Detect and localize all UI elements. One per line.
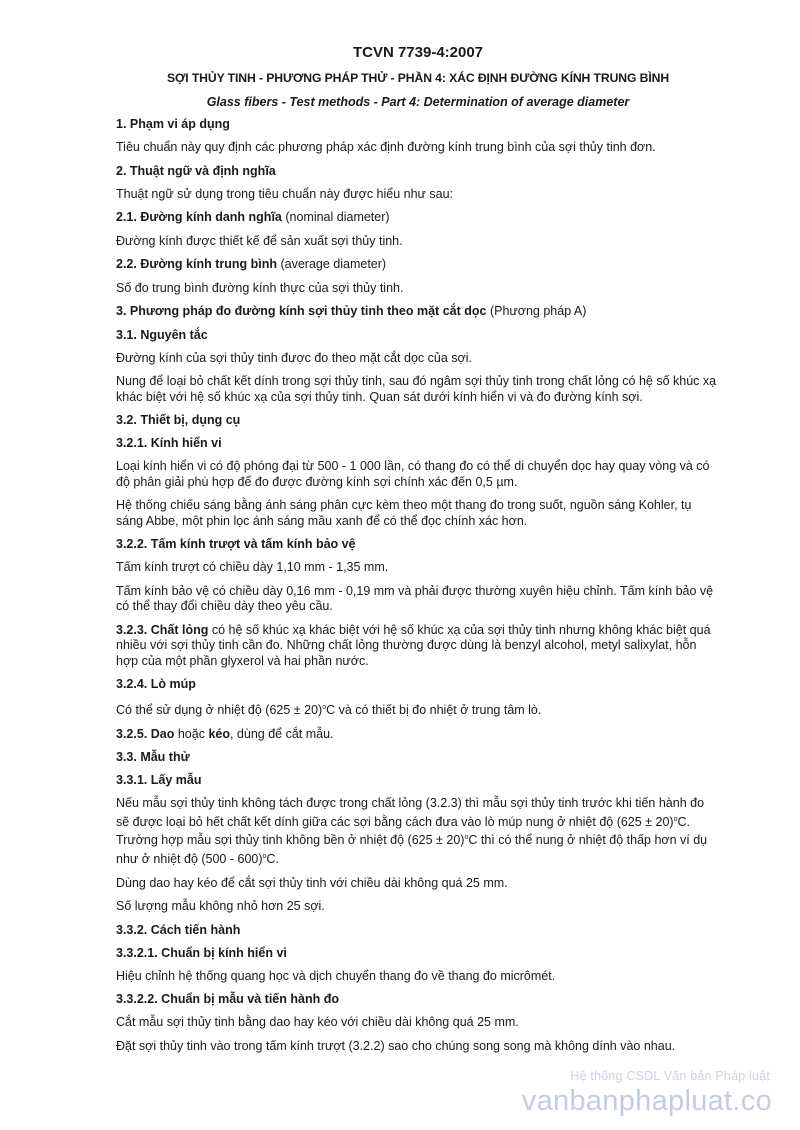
section-2-heading: 2. Thuật ngữ và định nghĩa — [116, 163, 276, 178]
term-2-2-english: (average diameter) — [277, 257, 387, 271]
section-3-3-2-2-para-2: Đặt sợi thủy tinh vào trong tấm kính trượt (3.2.2) sao cho chúng song song mà không dính vào nhau. — [116, 1038, 676, 1053]
section-3-2-heading: 3.2. Thiết bị, dụng cụ — [116, 413, 241, 427]
section-3-2-4-heading: 3.2.4. Lò múp — [116, 677, 196, 691]
sampling-text-d: C. — [266, 852, 279, 867]
section-3-2-5-text: , dùng để cắt mẫu. — [229, 726, 334, 741]
section-3-2-3-text: có hệ số khúc xạ khác biệt với hệ số khúc xạ của sợi thủy tinh nhưng không khác biệt quá nhiều với sợi thủy tinh cần đo. Những chất lỏng thường được dùng là benzyl alcohol, metyl salixylat, hỗn hợp của một phần glyxerol và hai phần nước. — [116, 622, 711, 668]
term-2-1-label: 2.1. Đường kính danh nghĩa — [116, 210, 282, 224]
section-3-heading-method: (Phương pháp A) — [486, 304, 587, 318]
section-3-2-2-para-2: Tấm kính bảo vệ có chiều dày 0,16 mm - 0,19 mm và phải được thường xuyên hiệu chỉnh. Tấm kính bảo vệ có thể thay đổi chiều dày theo yêu cầu. — [116, 583, 714, 613]
section-3-3-heading: 3.3. Mẫu thử — [116, 750, 190, 765]
degree-symbol: o — [262, 852, 267, 860]
section-3-3-2-heading: 3.3.2. Cách tiến hành — [116, 922, 241, 937]
section-3-1-para-2: Nung để loại bỏ chất kết dính trong sợi thủy tinh, sau đó ngâm sợi thủy tinh trong chất lỏng có hệ số khúc xạ khác biệt với hệ số khúc xạ của sợi thủy tinh. Quan sát dưới kính hiển vi và đo đường kính sợi. — [116, 374, 717, 404]
section-1-text: Tiêu chuẩn này quy định các phương pháp xác định đường kính trung bình của sợi thủy tinh đơn. — [116, 140, 656, 154]
temperature-text: Có thể sử dụng ở nhiệt độ (625 ± 20) — [116, 703, 323, 718]
section-3-2-1-para-2: Hệ thống chiếu sáng bằng ánh sáng phân cực kèm theo một thang đo trong suốt, nguồn sáng Kohler, tụ sáng Abbe, một phin lọc ánh sáng mầu xanh để có thể đọc chính xác hơn. — [116, 498, 692, 528]
watermark-system-name: Hệ thống CSDL Văn bản Pháp luật — [570, 1069, 770, 1083]
document-title-vi: SỢI THỦY TINH - PHƯƠNG PHÁP THỬ - PHẦN 4: XÁC ĐỊNH ĐƯỜNG KÍNH TRUNG BÌNH — [166, 71, 670, 85]
section-2-text: Thuật ngữ sử dụng trong tiêu chuẩn này được hiểu như sau: — [116, 186, 454, 201]
term-2-1 — [116, 210, 720, 226]
section-3-2-1-heading: 3.2.1. Kính hiển vi — [116, 436, 222, 450]
section-3-2-1-para-1: Loại kính hiển vi có độ phóng đại từ 500 - 1 000 lần, có thang đo có thể di chuyển dọc hay quay vòng và có độ phân giải phù hợp để đo được đường kính sợi chính xác đến 0,5 µm. — [116, 459, 710, 489]
section-3-3-1-para-3: Số lượng mẫu không nhỏ hơn 25 sợi. — [116, 899, 325, 914]
section-3-3-2-1-heading: 3.3.2.1. Chuẩn bị kính hiển vi — [116, 945, 287, 960]
term-2-1-english: (nominal diameter) — [281, 210, 390, 224]
term-2-2 — [116, 257, 720, 273]
section-1-heading: 1. Phạm vi áp dụng — [116, 117, 230, 131]
term-2-1-definition: Đường kính được thiết kế để sản xuất sợi thủy tinh. — [116, 233, 403, 248]
sampling-text-c: C thì có thể nung ở nhiệt độ thấp hơn ví dụ như ở nhiệt độ (500 - 600) — [116, 833, 708, 867]
section-3-3-1-para-1 — [116, 796, 720, 867]
section-3-2-2-heading: 3.2.2. Tấm kính trượt và tấm kính bảo vệ — [116, 537, 356, 551]
section-3-heading — [116, 304, 720, 320]
section-3-3-1-heading: 3.3.1. Lấy mẫu — [116, 773, 202, 788]
section-3-2-5-label: 3.2.5. Dao — [116, 726, 175, 741]
section-3-2-5-or: hoặc — [174, 726, 209, 741]
document-code: TCVN 7739-4:2007 — [352, 44, 484, 61]
document-title-en: Glass fibers - Test methods - Part 4: Determination of average diameter — [206, 95, 630, 109]
section-3-2-2-para-1: Tấm kính trượt có chiều dày 1,10 mm - 1,35 mm. — [116, 560, 389, 574]
section-3-3-2-1-para: Hiệu chỉnh hệ thống quang học và dịch chuyển thang đo về thang đo micrômét. — [116, 968, 556, 983]
section-3-2-3 — [116, 623, 720, 670]
section-3-2-4-para — [116, 700, 720, 719]
section-3-2-5-scissors: kéo — [208, 726, 230, 741]
section-3-2-3-label: 3.2.3. Chất lỏng — [116, 622, 209, 637]
watermark-site-name: vanbanphapluat.co — [521, 1085, 772, 1117]
document-page — [116, 44, 720, 1062]
sampling-text-b: C. Trường hợp mẫu sợi thủy tinh không bền ở nhiệt độ (625 ± 20) — [116, 814, 690, 848]
section-3-3-2-2-para-1: Cắt mẫu sợi thủy tinh bằng dao hay kéo với chiều dài không quá 25 mm. — [116, 1015, 519, 1030]
degree-symbol: o — [322, 704, 327, 711]
section-3-3-2-2-heading: 3.3.2.2. Chuẩn bị mẫu và tiến hành đo — [116, 992, 339, 1007]
furnace-text: C và có thiết bị đo nhiệt ở trung tâm lò. — [326, 703, 542, 718]
section-3-2-5 — [116, 727, 720, 743]
section-3-heading-main: 3. Phương pháp đo đường kính sợi thủy tinh theo mặt cắt dọc — [116, 304, 487, 318]
section-3-1-heading: 3.1. Nguyên tắc — [116, 327, 208, 342]
degree-symbol: o — [673, 815, 678, 823]
sampling-text-a: Nếu mẫu sợi thủy tinh không tách được trong chất lỏng (3.2.3) thì mẫu sợi thủy tinh trước khi tiến hành đo sẽ được loại bỏ hết chất kết dính giữa các sợi bằng cách đưa vào lò múp nung ở nhiệt độ (625 ± 20) — [116, 796, 705, 829]
degree-symbol: o — [464, 834, 469, 842]
section-3-3-1-para-2: Dùng dao hay kéo để cắt sợi thủy tinh với chiều dài không quá 25 mm. — [116, 875, 508, 890]
section-3-1-para-1: Đường kính của sợi thủy tinh được đo theo mặt cắt dọc của sợi. — [116, 350, 472, 365]
term-2-2-label: 2.2. Đường kính trung bình — [116, 257, 277, 271]
term-2-2-definition: Số đo trung bình đường kính thực của sợi thủy tinh. — [116, 280, 404, 295]
